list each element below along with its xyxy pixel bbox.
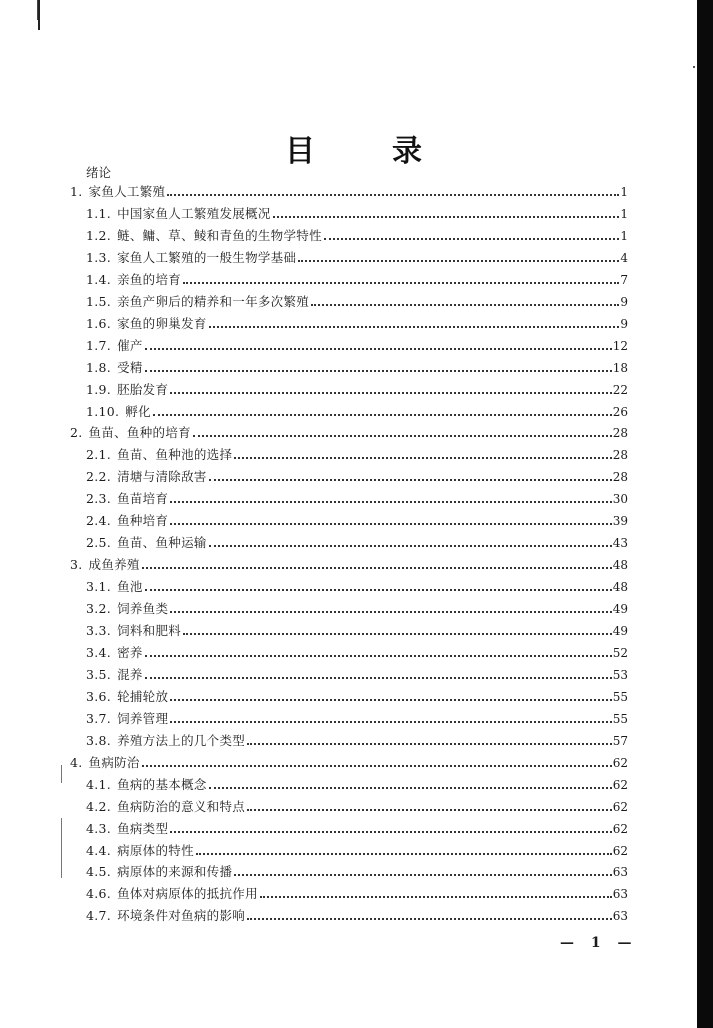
toc-leader-dots (170, 831, 611, 833)
toc-section-row (86, 575, 628, 595)
toc-section-row (86, 597, 628, 617)
scan-edge-line (38, 0, 40, 30)
toc-entry-number: 1. (70, 184, 83, 199)
toc-section-row (86, 795, 628, 815)
toc-entry-label (86, 623, 181, 639)
toc-leader-dots (234, 457, 611, 459)
toc-entry-label (86, 711, 168, 727)
toc-entry-label (86, 513, 168, 529)
toc-entry-number: 4. (70, 755, 83, 770)
toc-entry-number: 1.10. (86, 404, 120, 419)
toc-entry-label (70, 755, 140, 771)
toc-entry-number: 4.4. (86, 843, 112, 858)
toc-entry-label (86, 667, 143, 683)
toc-entry-label (86, 601, 168, 617)
toc-page-number: 1 (620, 229, 628, 243)
toc-section-row (86, 202, 628, 222)
toc-leader-dots (142, 567, 612, 569)
toc-entry-number: 2. (70, 425, 83, 440)
toc-entry-number: 3.6. (86, 689, 112, 704)
toc-section-row (86, 531, 628, 551)
toc-leader-dots (209, 787, 612, 789)
toc-entry-label (86, 579, 143, 595)
toc-entry-label (86, 338, 143, 354)
page-number-footer: — 1 — (560, 935, 638, 951)
toc-entry-label (86, 535, 207, 551)
toc-entry-label (86, 864, 232, 880)
toc-entry-title: 家鱼人工繁殖 (88, 184, 166, 199)
toc-entry-number: 4.2. (86, 799, 112, 814)
toc-leader-dots (183, 633, 612, 635)
toc-entry-label (86, 799, 245, 815)
toc-section-row (86, 641, 628, 661)
toc-section-row (86, 509, 628, 529)
toc-chapter-row (70, 751, 628, 771)
toc-leader-dots (167, 194, 619, 196)
toc-leader-dots (183, 282, 619, 284)
toc-entry-title: 环境条件对鱼病的影响 (117, 908, 246, 923)
toc-entry-title: 家鱼的卵巢发育 (117, 316, 207, 331)
toc-leader-dots (298, 260, 619, 262)
toc-leader-dots (247, 743, 612, 745)
toc-page-number: 48 (612, 558, 628, 572)
toc-entry-title: 鱼苗、鱼种的培育 (88, 425, 191, 440)
toc-leader-dots (209, 479, 612, 481)
toc-leader-dots (273, 216, 620, 218)
toc-entry-number: 4.3. (86, 821, 112, 836)
toc-entry-number: 2.2. (86, 469, 112, 484)
toc-leader-dots (209, 326, 620, 328)
toc-page-number: 62 (612, 778, 628, 792)
toc-entry-title: 鱼苗、鱼种运输 (117, 535, 207, 550)
toc-entry-title: 亲鱼的培育 (117, 272, 182, 287)
toc-page-number: 52 (612, 646, 628, 660)
toc-entry-title: 饲养鱼类 (117, 601, 169, 616)
toc-entry-title: 孵化 (125, 404, 151, 419)
toc-entry-number: 4.7. (86, 908, 112, 923)
toc-entry-number: 3.1. (86, 579, 112, 594)
toc-page-number: 49 (612, 602, 628, 616)
toc-section-row (86, 663, 628, 683)
toc-section-row (86, 839, 628, 859)
toc-entry-title: 鱼病防治的意义和特点 (117, 799, 246, 814)
toc-section-row (86, 487, 628, 507)
toc-entry-title: 饲料和肥料 (117, 623, 182, 638)
toc-entry-number: 1.3. (86, 250, 112, 265)
toc-entry-title: 家鱼人工繁殖的一般生物学基础 (117, 250, 297, 265)
toc-entry-title: 胚胎发育 (117, 382, 169, 397)
toc-entry-title: 病原体的来源和传播 (117, 864, 233, 879)
toc-section-row (86, 443, 628, 463)
toc-entry-number: 2.3. (86, 491, 112, 506)
toc-entry-number: 1.7. (86, 338, 112, 353)
toc-page-number: 63 (612, 865, 628, 879)
intro-heading: 绪论 (86, 165, 112, 180)
toc-section-row (86, 224, 628, 244)
toc-entry-number: 1.5. (86, 294, 112, 309)
toc-page-number: 43 (612, 536, 628, 550)
toc-entry-title: 鱼池 (117, 579, 143, 594)
toc-entry-label (86, 843, 194, 859)
toc-entry-title: 成鱼养殖 (88, 557, 140, 572)
toc-entry-number: 4.1. (86, 777, 112, 792)
toc-entry-number: 3.2. (86, 601, 112, 616)
toc-entry-label (86, 821, 168, 837)
toc-entry-title: 鱼苗培育 (117, 491, 169, 506)
toc-section-row (86, 356, 628, 376)
toc-page-number: 62 (612, 844, 628, 858)
toc-entry-title: 密养 (117, 645, 143, 660)
toc-chapter-row (70, 553, 628, 573)
toc-leader-dots (234, 874, 611, 876)
toc-page-number: 9 (620, 295, 628, 309)
toc-entry-title: 轮捕轮放 (117, 689, 169, 704)
toc-section-row (86, 268, 628, 288)
toc-entry-number: 1.2. (86, 228, 112, 243)
toc-entry-title: 鱼病的基本概念 (117, 777, 207, 792)
toc-entry-number: 1.4. (86, 272, 112, 287)
toc-leader-dots (324, 238, 619, 240)
toc-page-number: 18 (612, 361, 628, 375)
toc-page-number: 63 (612, 909, 628, 923)
toc-entry-number: 3.7. (86, 711, 112, 726)
toc-page-number: 26 (612, 405, 628, 419)
toc-entry-label (86, 228, 322, 244)
toc-entry-label (86, 360, 143, 376)
toc-entry-label (86, 886, 258, 902)
toc-page-number: 49 (612, 624, 628, 638)
toc-leader-dots (170, 699, 611, 701)
toc-entry-number: 2.5. (86, 535, 112, 550)
toc-leader-dots (145, 348, 612, 350)
toc-entry-label (70, 184, 165, 200)
toc-leader-dots (193, 435, 612, 437)
toc-entry-title: 鲢、鳙、草、鲮和青鱼的生物学特性 (117, 228, 322, 243)
toc-entry-label (86, 645, 143, 661)
toc-entry-label (86, 491, 168, 507)
toc-section-row (86, 400, 628, 420)
toc-entry-label (86, 316, 207, 332)
toc-page-number: 57 (612, 734, 628, 748)
toc-section-row (86, 773, 628, 793)
toc-entry-label (86, 469, 207, 485)
toc-section-row (86, 685, 628, 705)
toc-leader-dots (260, 896, 612, 898)
toc-entry-number: 3.8. (86, 733, 112, 748)
toc-entry-label (86, 777, 207, 793)
toc-entry-number: 4.6. (86, 886, 112, 901)
toc-page-number: 62 (612, 822, 628, 836)
toc-leader-dots (153, 414, 612, 416)
toc-entry-number: 1.8. (86, 360, 112, 375)
toc-leader-dots (311, 304, 619, 306)
toc-leader-dots (170, 721, 611, 723)
toc-page-number: 39 (612, 514, 628, 528)
toc-entry-number: 3.5. (86, 667, 112, 682)
title-char-1: 目 (285, 134, 315, 169)
toc-page-number: 1 (620, 185, 628, 199)
toc-entry-label (70, 557, 140, 573)
title-char-2: 录 (392, 134, 422, 169)
toc-entry-label (86, 250, 296, 266)
toc-entry-title: 鱼种培育 (117, 513, 169, 528)
toc-page-number: 28 (612, 448, 628, 462)
toc-page-number: 1 (620, 207, 628, 221)
toc-section-row (86, 729, 628, 749)
margin-mark (61, 818, 62, 878)
toc-section-row (86, 334, 628, 354)
toc-section-row (86, 619, 628, 639)
toc-section-row (86, 707, 628, 727)
toc-entry-title: 催产 (117, 338, 143, 353)
toc-entry-number: 2.4. (86, 513, 112, 528)
toc-page-number: 28 (612, 470, 628, 484)
toc-entry-title: 病原体的特性 (117, 843, 194, 858)
toc-leader-dots (145, 370, 612, 372)
toc-entry-label (86, 908, 245, 924)
toc-entry-label (86, 206, 271, 222)
toc-section-row (86, 860, 628, 880)
toc-page-number: 53 (612, 668, 628, 682)
toc-entry-label (86, 689, 168, 705)
toc-entry-title: 中国家鱼人工繁殖发展概况 (117, 206, 271, 221)
toc-leader-dots (170, 523, 611, 525)
toc-entry-label (86, 272, 181, 288)
toc-leader-dots (170, 392, 611, 394)
toc-section-row (86, 817, 628, 837)
toc-section-row (86, 465, 628, 485)
toc-entry-number: 4.5. (86, 864, 112, 879)
toc-entry-number: 1.9. (86, 382, 112, 397)
toc-leader-dots (196, 853, 612, 855)
toc-page-number: 9 (620, 317, 628, 331)
toc-section-row (86, 904, 628, 924)
toc-leader-dots (142, 765, 612, 767)
toc-page-number: 48 (612, 580, 628, 594)
toc-entry-title: 鱼病防治 (88, 755, 140, 770)
toc-entry-title: 鱼病类型 (117, 821, 169, 836)
toc-leader-dots (247, 809, 612, 811)
toc-page-number: 55 (612, 712, 628, 726)
toc-leader-dots (209, 545, 612, 547)
toc-page-number: 12 (612, 339, 628, 353)
toc-leader-dots (145, 677, 612, 679)
toc-entry-number: 2.1. (86, 447, 112, 462)
toc-section-row (86, 290, 628, 310)
toc-leader-dots (247, 918, 612, 920)
toc-section-row (86, 246, 628, 266)
toc-page-number: 30 (612, 492, 628, 506)
toc-entry-label (86, 447, 232, 463)
toc-entry-label (86, 404, 151, 420)
toc-page-number: 28 (612, 426, 628, 440)
toc-entry-title: 鱼体对病原体的抵抗作用 (117, 886, 258, 901)
toc-page-number: 7 (620, 273, 628, 287)
toc-entry-title: 受精 (117, 360, 143, 375)
toc-entry-number: 3.4. (86, 645, 112, 660)
toc-page-number: 4 (620, 251, 628, 265)
toc-entry-title: 清塘与清除敌害 (117, 469, 207, 484)
margin-mark (61, 765, 62, 783)
scan-speck (693, 66, 695, 68)
toc-section-row (86, 312, 628, 332)
toc-page-number: 62 (612, 756, 628, 770)
toc-entry-title: 亲鱼产卵后的精养和一年多次繁殖 (117, 294, 310, 309)
scan-edge-line-faint (37, 0, 38, 20)
toc-leader-dots (145, 589, 612, 591)
toc-leader-dots (145, 655, 612, 657)
toc-page-number: 62 (612, 800, 628, 814)
toc-entry-title: 饲养管理 (117, 711, 169, 726)
toc-entry-label (86, 382, 168, 398)
toc-entry-title: 鱼苗、鱼种池的选择 (117, 447, 233, 462)
toc-entry-title: 养殖方法上的几个类型 (117, 733, 246, 748)
toc-entry-number: 3. (70, 557, 83, 572)
toc-page-number: 22 (612, 383, 628, 397)
toc-page-number: 55 (612, 690, 628, 704)
toc-page-number: 63 (612, 887, 628, 901)
toc-entry-title: 混养 (117, 667, 143, 682)
toc-chapter-row (70, 421, 628, 441)
toc-entry-label (86, 733, 245, 749)
toc-entry-number: 1.1. (86, 206, 112, 221)
toc-leader-dots (170, 501, 611, 503)
toc-entry-label (86, 294, 309, 310)
toc-chapter-row (70, 180, 628, 200)
toc-section-row (86, 882, 628, 902)
toc-entry-number: 3.3. (86, 623, 112, 638)
toc-entry-number: 1.6. (86, 316, 112, 331)
toc-section-row (86, 378, 628, 398)
toc-leader-dots (170, 611, 611, 613)
toc-entry-label (70, 425, 191, 441)
